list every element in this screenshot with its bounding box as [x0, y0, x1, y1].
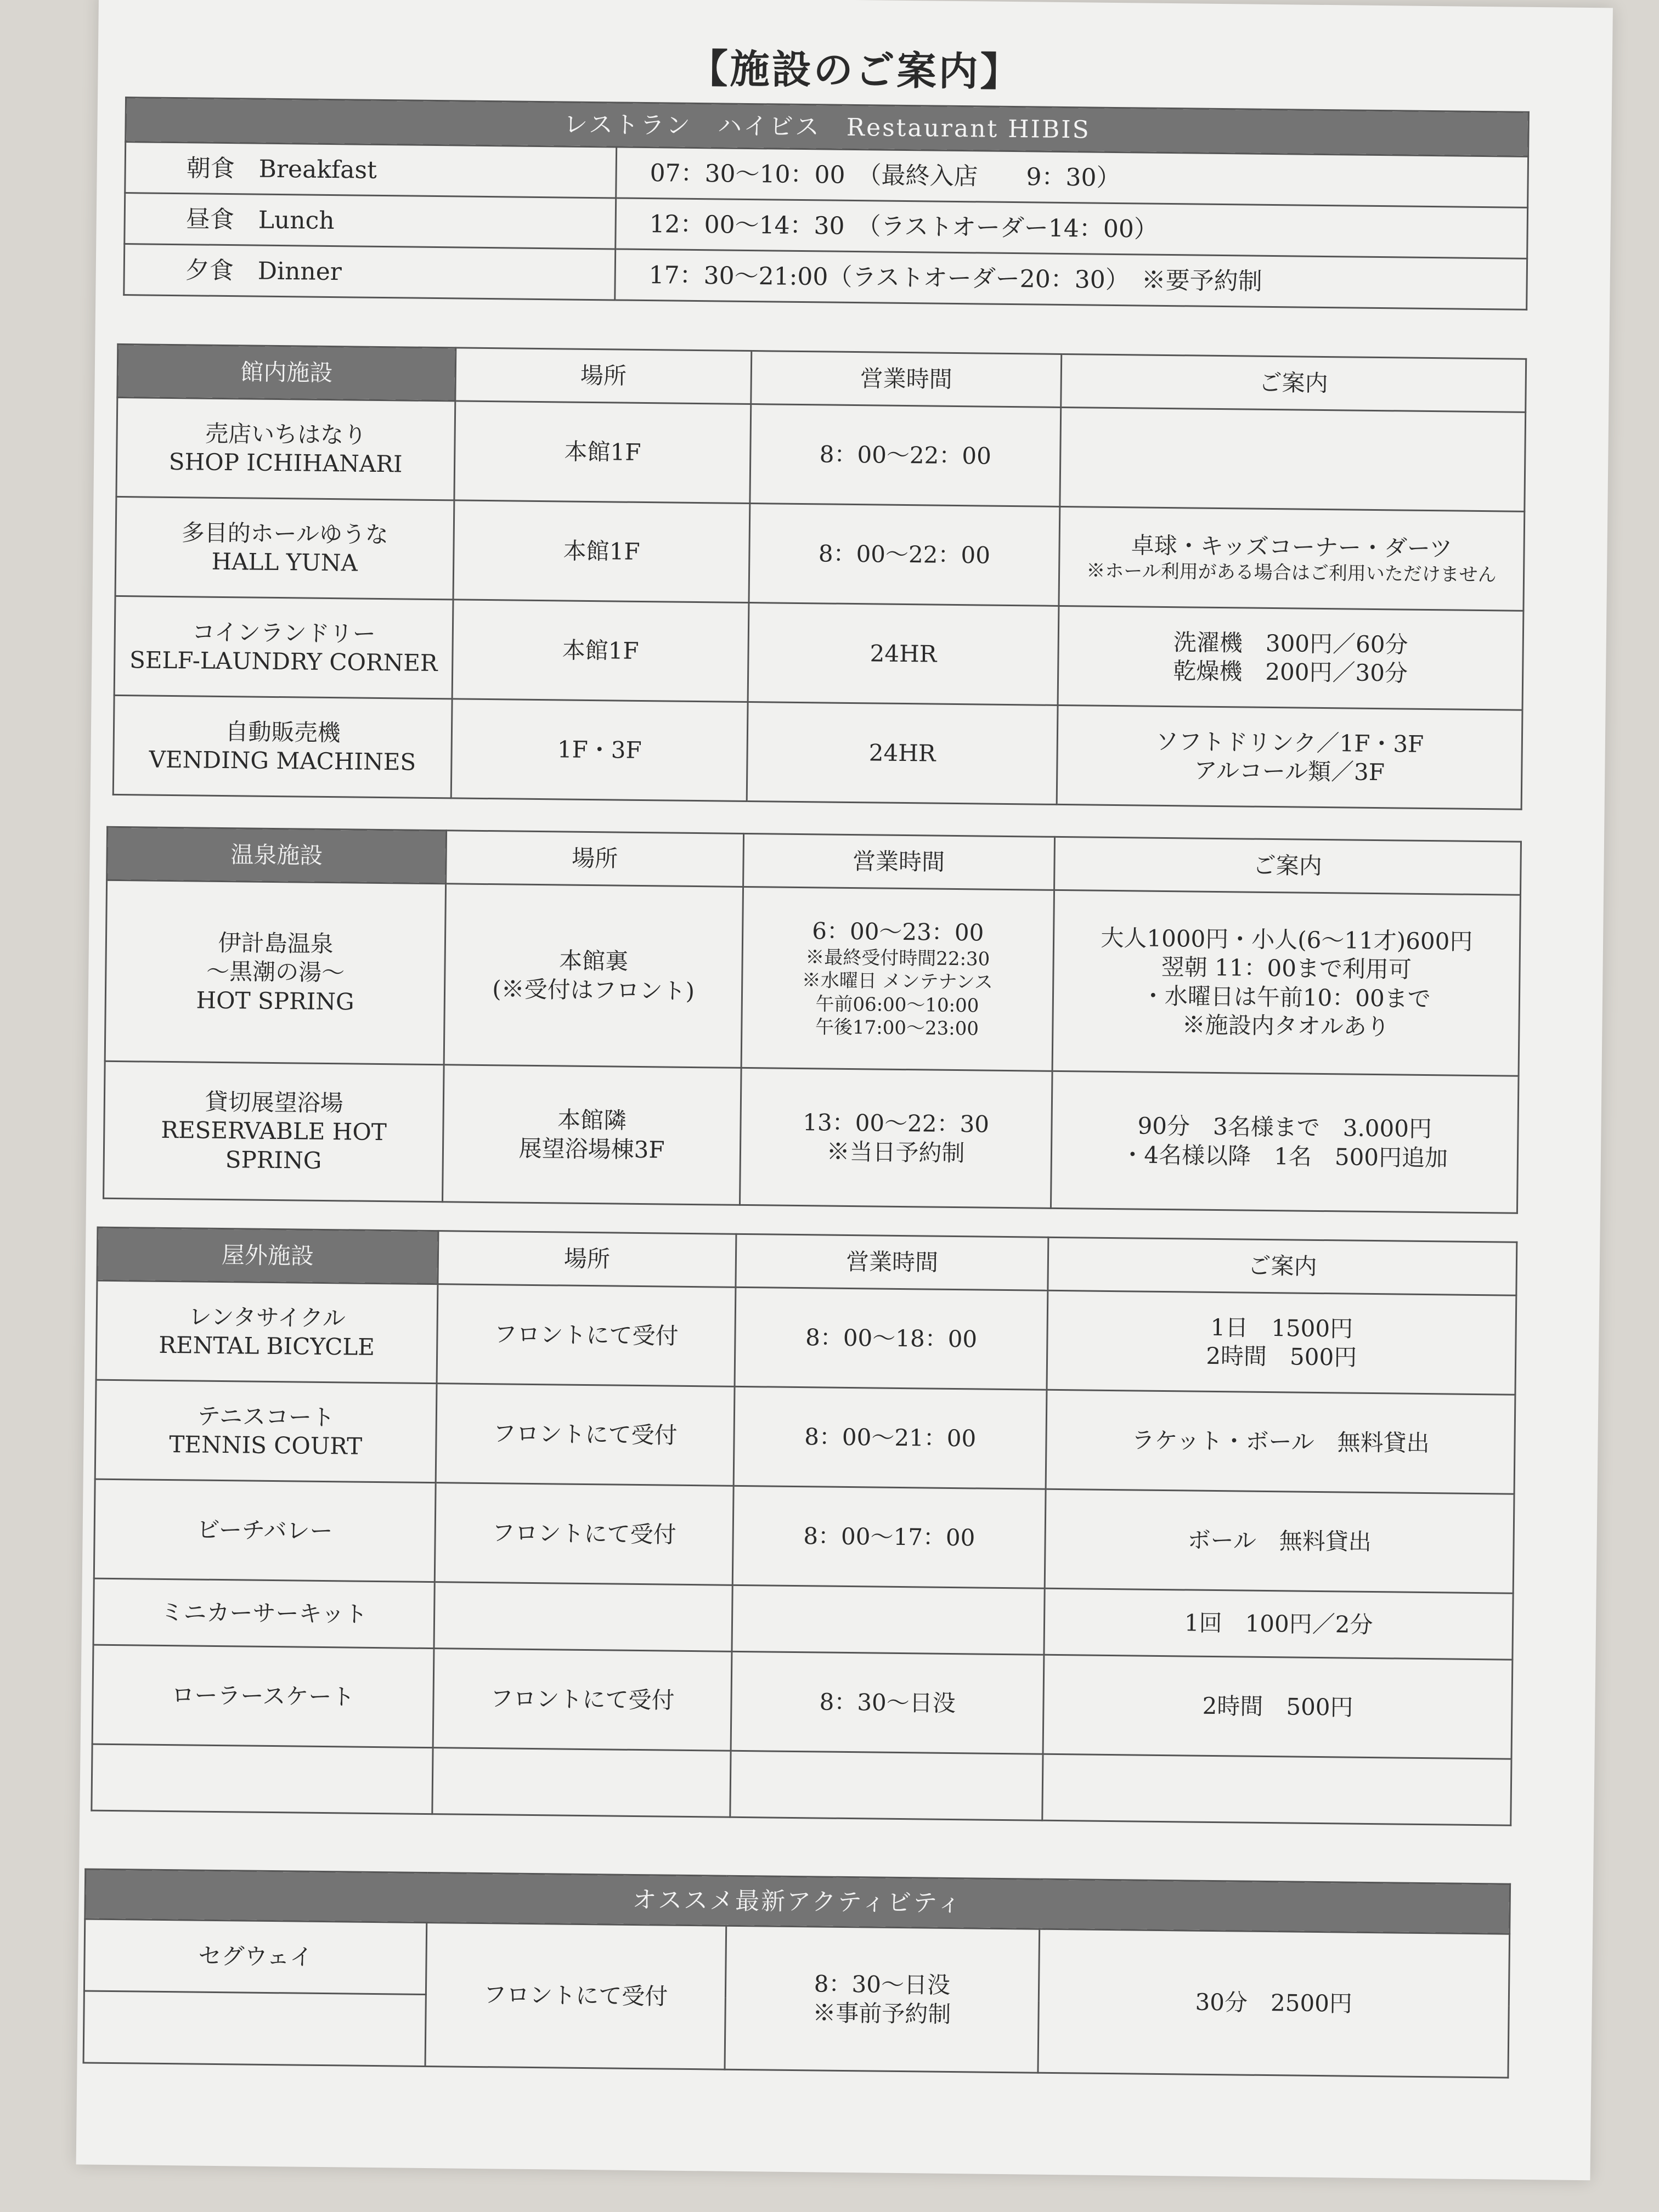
facility-info: ラケット・ボール 無料貸出 [1046, 1390, 1515, 1494]
facility-hours: 6：00～23：00 ※最終受付時間22:30 ※水曜日 メンテナンス 午前06:00～10:00 午後17:00～23:00 [741, 887, 1054, 1071]
facility-hours: 24HR [747, 702, 1058, 805]
facility-place: 本館1F [452, 600, 749, 702]
document-title: 【施設のご案内】 [688, 44, 1023, 95]
table-row [104, 1061, 1519, 1213]
facility-info: 1日 1500円 2時間 500円 [1047, 1290, 1516, 1395]
facility-hours [732, 1585, 1045, 1655]
table-row [115, 496, 1525, 611]
meal-label: 朝食 Breakfast [125, 142, 617, 198]
indoor-facilities-table [112, 343, 1527, 810]
table-row [95, 1380, 1515, 1494]
activity-header: オススメ最新アクティビティ [85, 1869, 1510, 1934]
facility-name: 貸切展望浴場 RESERVABLE HOT SPRING [104, 1061, 444, 1201]
facility-name: 多目的ホールゆうな HALL YUNA [115, 496, 454, 599]
facility-info: 洗濯機 300円／60分 乾燥機 200円／30分 [1058, 606, 1523, 710]
table-row [105, 880, 1520, 1076]
activity-info: 30分 2500円 [1038, 1929, 1510, 2078]
column-header: ご案内 [1054, 837, 1521, 895]
facility-hours: 24HR [748, 603, 1059, 706]
facility-hours: 8：00～21：00 [733, 1386, 1047, 1489]
facility-place: 本館1F [454, 401, 751, 504]
facility-place: 本館裏 (※受付はフロント) [444, 884, 743, 1068]
column-header: 営業時間 [736, 1234, 1048, 1290]
facility-info: 大人1000円・小人(6～11才)600円 翌朝 11：00まで利用可 ・水曜日は午前10：00まで ※施設内タオルあり [1052, 890, 1521, 1076]
facility-info: 卓球・キッズコーナー・ダーツ ※ホール利用がある場合はご利用いただけません [1059, 506, 1525, 611]
facility-place: フロントにて受付 [433, 1649, 732, 1751]
activity-name: セグウェイ [84, 1919, 427, 1995]
column-header: 営業時間 [751, 351, 1062, 408]
facility-name: 伊計島温泉 ～黒潮の湯～ HOT SPRING [105, 880, 446, 1064]
facility-place: フロントにて受付 [435, 1483, 733, 1585]
facility-info [1060, 407, 1526, 511]
facility-info: 90分 3名様まで 3.000円 ・4名様以降 1名 500円追加 [1051, 1071, 1519, 1213]
facility-info: ボール 無料貸出 [1045, 1489, 1514, 1593]
activity-hours: 8：30～日没 ※事前予約制 [725, 1926, 1040, 2073]
column-header: 屋外施設 [97, 1227, 438, 1284]
facility-hours: 8：00～22：00 [749, 504, 1060, 606]
restaurant-table [123, 97, 1530, 311]
outdoor-facilities-table [91, 1227, 1517, 1826]
column-header: ご案内 [1048, 1237, 1517, 1295]
restaurant-header: レストラン ハイビス Restaurant HIBIS [126, 98, 1529, 157]
activity-place: フロントにて受付 [425, 1923, 726, 2070]
facility-info: 2時間 500円 [1043, 1655, 1513, 1759]
table-row [94, 1479, 1514, 1593]
meal-time: 12：00～14：30 （ラストオーダー14：00） [616, 198, 1528, 258]
facility-hours: 8：00～18：00 [735, 1287, 1048, 1390]
facility-place: 本館隣 展望浴場棟3F [443, 1065, 741, 1205]
meal-time: 07：30～10：00 （最終入店 9：30） [616, 147, 1528, 207]
facility-hours: 8：30～日没 [731, 1651, 1044, 1754]
facility-hours: 8：00～17：00 [732, 1486, 1046, 1588]
table-row [116, 397, 1526, 511]
meal-label: 昼食 Lunch [125, 193, 616, 249]
table-row-empty [92, 1744, 1511, 1825]
table-row [113, 695, 1522, 809]
table-row [92, 1645, 1513, 1759]
column-header: 館内施設 [117, 344, 456, 400]
facility-hours: 13：00～22：30 ※当日予約制 [740, 1068, 1052, 1208]
onsen-facilities-table [103, 826, 1522, 1214]
meal-label: 夕食 Dinner [124, 244, 616, 300]
facility-name: 売店いちはなり SHOP ICHIHANARI [116, 397, 455, 500]
column-header: 場所 [446, 831, 743, 887]
facility-place: フロントにて受付 [437, 1284, 736, 1387]
facility-name: テニスコート TENNIS COURT [95, 1380, 437, 1482]
table-row [114, 596, 1523, 710]
column-header: 場所 [455, 348, 752, 404]
facility-place: 本館1F [453, 500, 750, 603]
facility-place: 1F・3F [451, 699, 748, 802]
facility-place: フロントにて受付 [436, 1384, 735, 1486]
facility-name: レンタサイクル RENTAL BICYCLE [96, 1280, 438, 1383]
facility-info: ソフトドリンク／1F・3F アルコール類／3F [1057, 705, 1522, 809]
facility-place [434, 1582, 733, 1652]
facility-info: 1回 100円／2分 [1044, 1588, 1513, 1660]
facility-name: コインランドリー SELF-LAUNDRY CORNER [114, 596, 453, 698]
facility-name: ローラースケート [92, 1645, 434, 1747]
table-row [96, 1280, 1516, 1395]
column-header: 温泉施設 [107, 827, 447, 883]
meal-time: 17：30～21:00（ラストオーダー20：30） ※要予約制 [615, 249, 1527, 309]
facility-hours: 8：00～22：00 [750, 404, 1061, 507]
facility-name: ビーチバレー [94, 1479, 436, 1582]
facility-guide-sheet [76, 0, 1613, 2180]
column-header: 場所 [438, 1231, 736, 1288]
column-header: 営業時間 [743, 833, 1054, 890]
facility-name: 自動販売機 VENDING MACHINES [113, 695, 452, 798]
column-header: ご案内 [1061, 354, 1526, 412]
activity-table [83, 1868, 1511, 2078]
facility-name: ミニカーサーキット [93, 1578, 435, 1648]
